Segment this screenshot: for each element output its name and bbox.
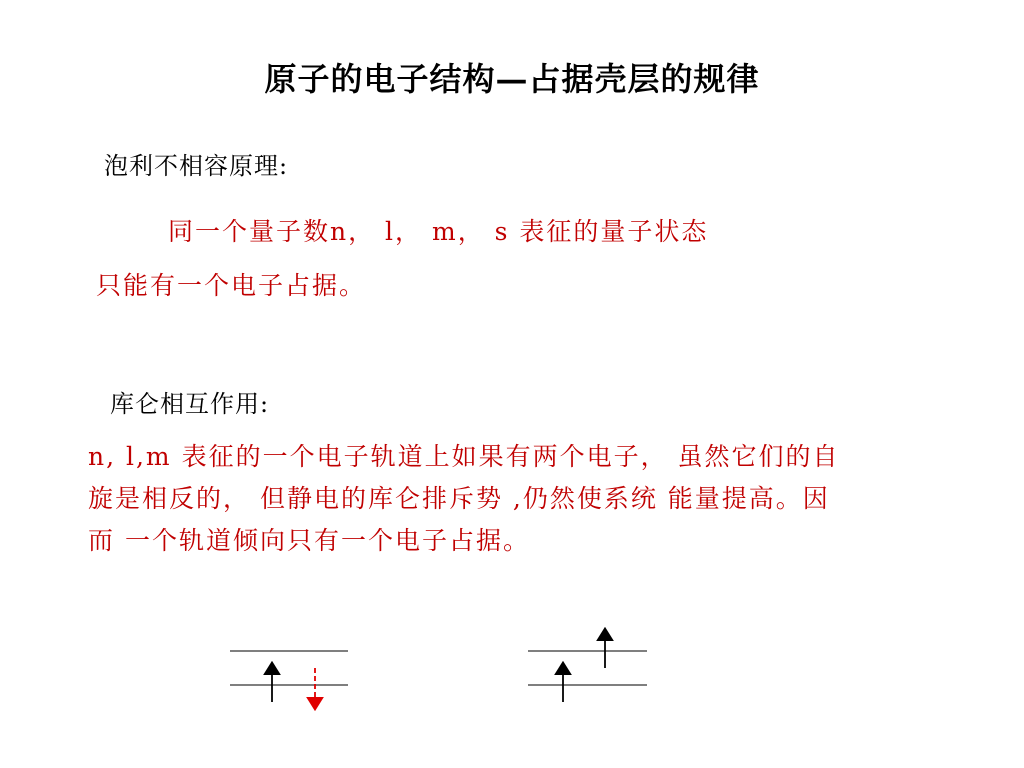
coulomb-explanation: n, l,m 表征的一个电子轨道上如果有两个电子， 虽然它们的自旋是相反的， 但静电的库仑排斥势 ,仍然使系统 能量提高。因而 一个轨道倾向只有一个电子占据。 (88, 442, 840, 555)
slide-title: 原子的电子结构—占据壳层的规律 (264, 60, 760, 98)
pauli-principle-label: 泡利不相容原理: (104, 152, 289, 180)
pauli-statement-line1: 同一个量子数n， l， m， s 表征的量子状态 (168, 217, 709, 246)
right-configuration (528, 634, 647, 702)
pauli-statement-line2: 只能有一个电子占据。 (96, 271, 367, 300)
left-configuration (230, 651, 348, 704)
coulomb-interaction-label: 库仑相互作用: (110, 390, 270, 418)
